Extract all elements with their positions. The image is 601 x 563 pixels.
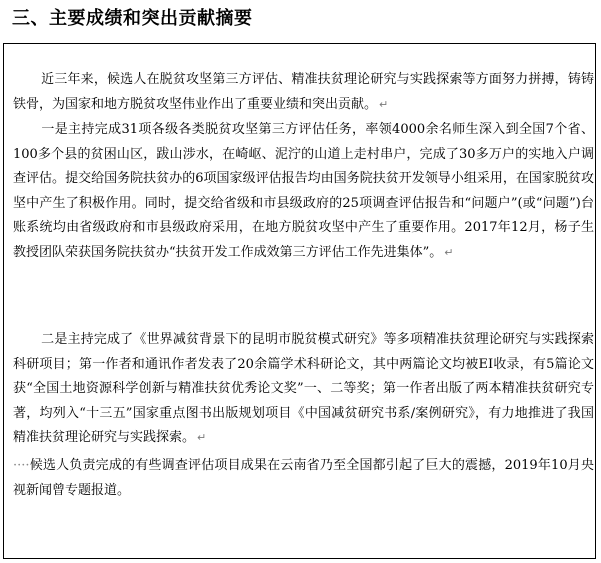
paragraph-return-mark-icon: ↵	[379, 97, 389, 111]
paragraph-return-mark-icon: ↵	[444, 245, 454, 259]
whitespace-dots: ····	[13, 458, 30, 473]
paragraph-text: 一是主持完成31项各级各类脱贫攻坚第三方评估任务，率领4000余名师生深入到全国7个省、100多个县的贫困山区，跋山涉水，在崎岖、泥泞的山道上走村串户，完成了30多万户的实地入户调查评估。提交给国务院扶贫办的6项国家级评估报告均由国务院扶贫开发领导小组采用，在国家脱贫攻坚中产生了积极作用。同时，提交给省级和市县级政府的25项调查评估报告和“问题户”(或“问题”)台账系统均由省级政府和市县级政府采用，在地方脱贫攻坚中产生了重要作用。2017年12月，杨子生教授团队荣获国务院扶贫办“扶贫开发工作成效第三方评估工作先进集体”。	[13, 122, 594, 260]
paragraph-intro	[13, 68, 594, 117]
paragraph-text: 二是主持完成了《世界减贫背景下的昆明市脱贫模式研究》等多项精准扶贫理论研究与实践探索科研项目；第一作者和通讯作者发表了20余篇学术科研论文，其中两篇论文均被EI收录，有5篇论文获“全国土地资源科学创新与精准扶贫优秀论文奖”一、二等奖；第一作者出版了两本精准扶贫研究专著，均列入“十三五”国家重点图书出版规划项目《中国减贫研究书系/案例研究》，有力地推进了我国精准扶贫理论研究与实践探索。	[13, 332, 594, 445]
paragraph-return-mark-icon: ↵	[197, 431, 207, 444]
section-title: 三、主要成绩和突出贡献摘要	[12, 8, 253, 29]
summary-text-box	[3, 43, 596, 559]
paragraph-text: 近三年来，候选人在脱贫攻坚第三方评估、精准扶贫理论研究与实践探索等方面努力拼搏，铸铸铁骨，为国家和地方脱贫攻坚伟业作出了重要业绩和突出贡献。	[13, 72, 594, 112]
paragraph-research	[13, 328, 594, 451]
paragraph-evaluation	[13, 118, 594, 265]
paragraph-impact	[13, 454, 594, 503]
paragraph-text: 候选人负责完成的有些调查评估项目成果在云南省乃至全国都引起了巨大的震撼，2019年10月央视新闻曾专题报道。	[13, 458, 594, 498]
